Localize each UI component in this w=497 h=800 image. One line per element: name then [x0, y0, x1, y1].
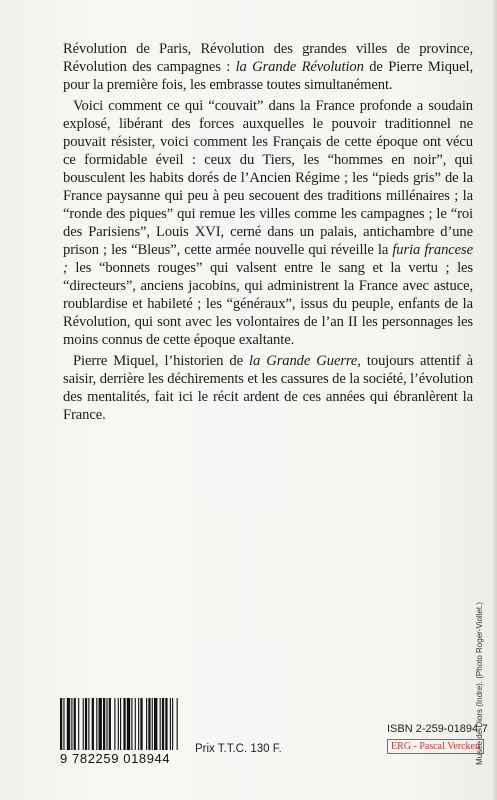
- barcode-number: 9 782259 018944: [60, 751, 171, 766]
- publisher-tag: ERG - Pascal Vercken: [387, 739, 484, 754]
- blurb-text: toujours attentif à saisir, derrière les déchirements et les cassures de la société, l’évolution des mentalités, fait ici le récit ardent de ces années qui ébranlèrent la France.: [63, 353, 474, 423]
- cover-edge: [493, 0, 497, 800]
- back-cover-blurb: [63, 40, 473, 427]
- blurb-text: Pierre Miquel, l’historien de: [73, 353, 250, 369]
- italic-phrase: furia francese ;: [63, 242, 473, 276]
- blurb-text: les “bonnets rouges” qui valsent entre le sang et la vertu ; les “directeurs”, anciens jacobins, qui administrent la France avec astuce, roublardise et habileté ; les “généraux”, issus du peuple, enfants de la Révolution, qui sont avec les volontaires de l’an II les personnages les moins connus de cette époque exaltante.: [63, 260, 473, 348]
- book-title-italic: la Grande Guerre,: [249, 353, 361, 369]
- book-title-italic: la Grande Révolution: [235, 59, 364, 75]
- blurb-text: Voici comment ce qui “couvait” dans la France profonde a soudain explosé, libérant des forces auxquelles le pouvoir traditionnel ne pouvait résister, voici comment les Français de cette époque ont vécu ce formidable éveil : ceux du Tiers, les “hommes en noir”, qui bousculent les habits dorés de l’Ancien Régime ; les “pieds gris” de la France paysanne qui peu à peu secouent des traditions millénaires ; la “ronde des piques” qui remue les villes comme les campagnes ; le “roi des Parisiens”, Louis XVI, cerné dans un palais, antichambre d’une prison ; les “Bleus”, cette armée nouvelle qui réveille la: [63, 98, 473, 258]
- price-label: Prix T.T.C. 130 F.: [195, 743, 282, 755]
- blurb-text: Révolution de Paris, Révolution des grandes villes de province, Révolution des campagnes :: [63, 41, 473, 75]
- blurb-paragraph-3: [63, 352, 473, 424]
- photo-credit: Musée de Diors (Indre). (Photo Roger-Viollet.): [475, 601, 484, 765]
- blurb-paragraph-2: [63, 97, 473, 349]
- blurb-text: de Pierre Miquel, pour la première fois, les embrasse toutes simultanément.: [63, 59, 473, 93]
- blurb-paragraph-1: [63, 40, 473, 94]
- barcode-icon: [60, 698, 180, 750]
- isbn-label: ISBN 2-259-01894-7: [387, 723, 488, 735]
